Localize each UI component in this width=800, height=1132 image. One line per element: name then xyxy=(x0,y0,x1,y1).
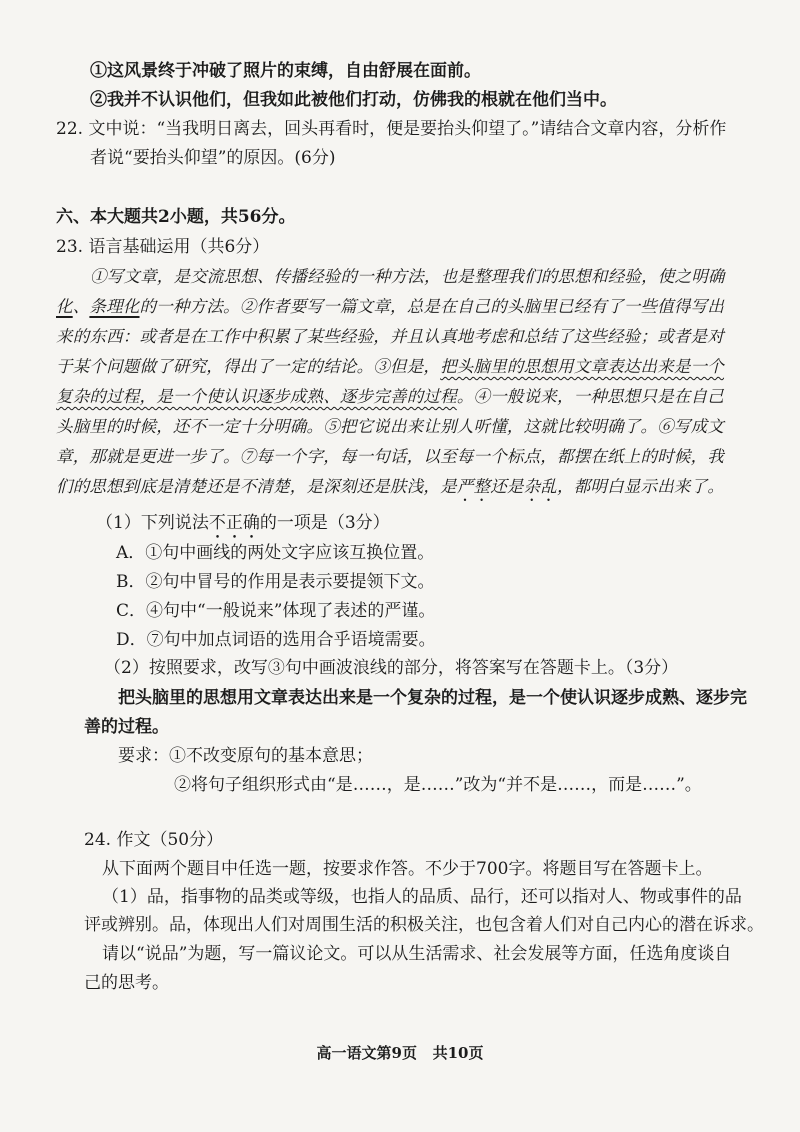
q21-item-1: ①这风景终于冲破了照片的束缚，自由舒展在面前。 xyxy=(90,61,481,81)
dotted-word-1: 严整 xyxy=(456,477,491,496)
dotted-word-2: 杂乱 xyxy=(523,477,558,496)
passage-line-6: 头脑里的时候，还不一定十分明确。⑤把它说出来让别人听懂，这就比较明确了。⑥写成文 xyxy=(56,417,724,436)
q23-sub2-prompt: （2）按照要求，改写③句中画波浪线的部分，将答案写在答题卡上。（3分） xyxy=(104,658,679,678)
option-a: A．①句中画线的两处文字应该互换位置。 xyxy=(116,543,435,563)
passage-line-7: 章，那就是更进一步了。⑦每一个字，每一句话，以至每一个标点，都摆在纸上的时候，我 xyxy=(56,447,724,466)
q22-line-1: 22. 文中说：“当我明日离去，回头再看时，便是要抬头仰望了。”请结合文章内容，分析作 xyxy=(56,119,727,139)
q23-title: 23. 语言基础运用（共6分） xyxy=(56,237,270,257)
q24-instruction: 从下面两个题目中任选一题，按要求作答。不少于700字。将题目写在答题卡上。 xyxy=(102,859,713,879)
q23-requirement-2: ②将句子组织形式由“是……，是……”改为“并不是……，而是……”。 xyxy=(174,775,702,795)
option-b: B．②句中冒号的作用是表示要提领下文。 xyxy=(116,572,435,592)
page-footer: 高一语文第9页 共10页 xyxy=(316,1044,484,1062)
q22-line-2: 者说“要抬头仰望”的原因。(6分) xyxy=(90,148,336,168)
passage-line-1: ①写文章，是交流思想、传播经验的一种方法，也是整理我们的思想和经验，使之明确 xyxy=(90,267,725,286)
q23-sub1-prompt: （1）下列说法不正确的一项是（3分） xyxy=(96,513,390,533)
underlined-phrase-1: 化 xyxy=(56,297,73,316)
q23-sub2-sentence-line-1: 把头脑里的思想用文章表达出来是一个复杂的过程，是一个使认识逐步成熟、逐步完 xyxy=(118,688,747,708)
q24-title: 24. 作文（50分） xyxy=(84,830,224,850)
q24-prompt-2-line-1: 请以“说品”为题，写一篇议论文。可以从生活需求、社会发展等方面，任选角度谈自 xyxy=(102,944,732,964)
passage-line-3: 来的东西：或者是在工作中积累了某些经验，并且认真地考虑和总结了这些经验；或者是对 xyxy=(56,327,724,346)
passage-line-4: 于某个问题做了研究，得出了一定的结论。③但是，把头脑里的思想用文章表达出来是一个 xyxy=(56,357,725,376)
option-c: C．④句中“一般说来”体现了表述的严谨。 xyxy=(116,601,436,621)
q24-prompt-1-line-2: 评或辨别。品，体现出人们对周围生活的积极关注，也包含着人们对自己内心的潜在诉求。 xyxy=(84,915,764,935)
q21-item-2: ②我并不认识他们，但我如此被他们打动，仿佛我的根就在他们当中。 xyxy=(90,90,617,110)
passage-line-8: 们的思想到底是清楚还是不清楚，是深刻还是肤浅，是严整还是杂乱，都明白显示出来了。 xyxy=(56,477,725,496)
emphasis-not-correct: 不正确 xyxy=(208,513,260,533)
underlined-phrase-2: 条理化 xyxy=(89,297,140,316)
section-6-title: 六、本大题共2小题，共56分。 xyxy=(56,207,296,227)
option-d: D．⑦句中加点词语的选用合乎语境需要。 xyxy=(116,630,436,650)
wavy-phrase-part-1: 把头脑里的思想用文章表达出来是一个 xyxy=(440,357,725,376)
q23-sub2-sentence-line-2: 善的过程。 xyxy=(84,717,169,737)
q24-prompt-1-line-1: （1）品，指事物的品类或等级，也指人的品质、品行，还可以指对人、物或事件的品 xyxy=(102,887,742,907)
q23-requirement-1: 要求：①不改变原句的基本意思； xyxy=(118,746,373,766)
q24-prompt-2-line-2: 己的思考。 xyxy=(84,973,169,993)
passage-line-2: 化、条理化的一种方法。②作者要写一篇文章，总是在自己的头脑里已经有了一些值得写出 xyxy=(56,297,725,316)
passage-line-5: 复杂的过程，是一个使认识逐步成熟、逐步完善的过程。④一般说来，一种思想只是在自己 xyxy=(56,387,725,406)
wavy-phrase-part-2: 复杂的过程，是一个使认识逐步成熟、逐步完善的过程 xyxy=(56,387,457,406)
